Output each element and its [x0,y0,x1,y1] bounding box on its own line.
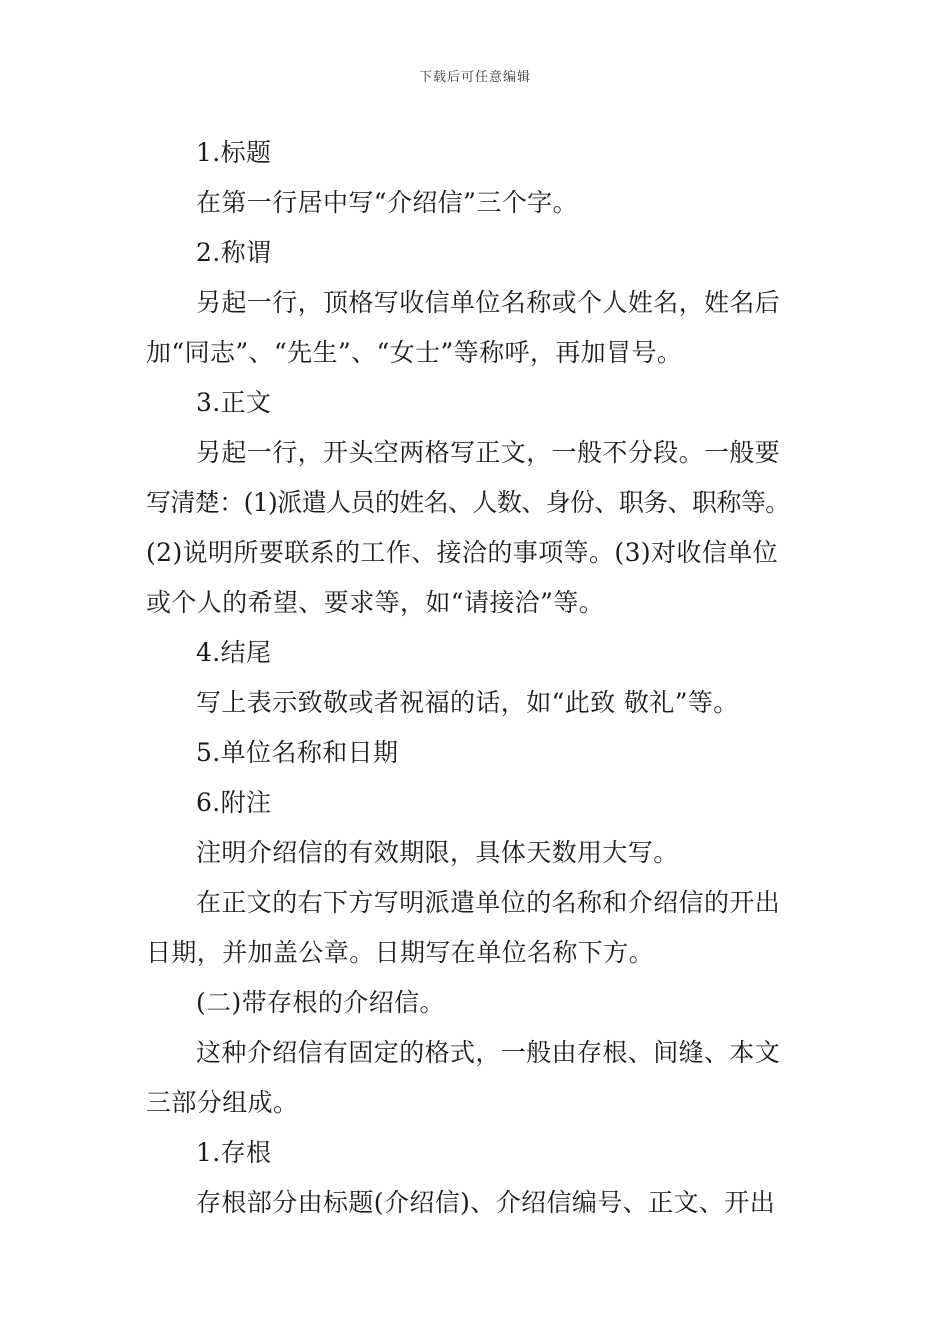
paragraph-line: 另起一行，顶格写收信单位名称或个人姓名，姓名后 [196,288,781,317]
paragraph-line: 另起一行，开头空两格写正文，一般不分段。一般要 [196,438,781,467]
heading-stub-section: 1.存根 [196,1138,272,1167]
paragraph-line: 写上表示致敬或者祝福的话，如“此致 敬礼”等。 [196,688,739,717]
paragraph-line: 三部分组成。 [146,1088,299,1117]
page-header-note: 下载后可任意编辑 [418,70,531,85]
paragraph-line: 存根部分由标题(介绍信)、介绍信编号、正文、开出 [196,1188,776,1217]
paragraph-line: 在第一行居中写“介绍信”三个字。 [196,188,578,217]
paragraph-line: 这种介绍信有固定的格式，一般由存根、间缝、本文 [196,1038,781,1067]
paragraph-line: 写清楚：(1)派遣人员的姓名、人数、身份、职务、职称等。 [146,488,790,517]
heading-note-section: 6.附注 [196,788,272,817]
paragraph-line: (2)说明所要联系的工作、接洽的事项等。(3)对收信单位 [146,538,779,567]
paragraph-line: 在正文的右下方写明派遣单位的名称和介绍信的开出 [196,888,781,917]
heading-stub-letter-section: (二)带存根的介绍信。 [196,988,445,1017]
heading-closing-section: 4.结尾 [196,638,272,667]
paragraph-line: 注明介绍信的有效期限，具体天数用大写。 [196,838,679,867]
paragraph-line: 日期，并加盖公章。日期写在单位名称下方。 [146,938,655,967]
paragraph-line: 或个人的希望、要求等，如“请接洽”等。 [146,588,605,617]
paragraph-line: 加“同志”、“先生”、“女士”等称呼，再加冒号。 [146,338,683,367]
heading-title-section: 1.标题 [196,138,272,167]
heading-salutation-section: 2.称谓 [196,238,272,267]
heading-unit-date-section: 5.单位名称和日期 [196,738,399,767]
document-body [146,128,814,1228]
heading-body-section: 3.正文 [196,388,272,417]
